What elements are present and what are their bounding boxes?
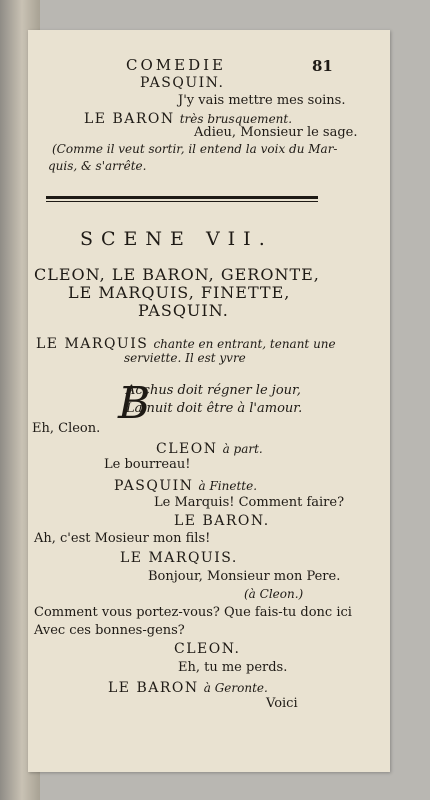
stage-direction: à part.	[222, 442, 263, 456]
dialogue-line: Adieu, Monsieur le sage.	[194, 125, 358, 140]
dialogue-line: J'y vais mettre mes soins.	[178, 93, 346, 108]
cast-list: PASQUIN.	[138, 301, 229, 320]
dialogue-line: Avec ces bonnes-gens?	[34, 623, 185, 638]
speaker-baron: LE BARON.	[174, 513, 270, 529]
speaker-marquis: LE MARQUIS	[36, 336, 149, 352]
running-head: COMEDIE	[126, 56, 226, 74]
song-line: Acchus doit régner le jour,	[126, 383, 301, 398]
speaker-cleon: CLEON	[156, 441, 218, 457]
speaker-baron: LE BARON	[108, 680, 199, 696]
scene-heading: SCENE VII.	[80, 228, 273, 250]
speaker-pasquin: PASQUIN.	[140, 75, 225, 91]
stage-direction: à Geronte.	[203, 681, 268, 695]
stage-direction: (à Cleon.)	[244, 587, 304, 601]
speaker-line	[108, 679, 268, 695]
dialogue-line: Le bourreau!	[104, 457, 191, 472]
stage-direction: (Comme il veut sortir, il entend la voix du Mar-	[52, 142, 338, 156]
speaker-line	[84, 110, 292, 126]
ornamental-rule	[46, 196, 318, 199]
dialogue-line: Eh, Cleon.	[32, 421, 101, 436]
dialogue-line: Comment vous portez-vous? Que fais-tu donc ici	[34, 605, 352, 620]
stage-direction: très brusquement.	[179, 112, 293, 126]
cast-list: CLEON, LE BARON, GERONTE,	[34, 265, 320, 284]
song-line: La nuit doit être à l'amour.	[126, 401, 303, 416]
page-number: 81	[312, 57, 333, 75]
dialogue-line: Eh, tu me perds.	[178, 660, 288, 675]
book-page	[28, 30, 390, 772]
stage-direction: serviette. Il est yvre	[124, 351, 246, 365]
speaker-cleon: CLEON.	[174, 641, 241, 657]
stage-direction: chante en entrant, tenant une	[153, 337, 336, 351]
dialogue-line: Le Marquis! Comment faire?	[154, 495, 345, 510]
speaker-line	[114, 477, 257, 493]
speaker-line	[36, 335, 336, 351]
dialogue-line: Bonjour, Monsieur mon Pere.	[148, 569, 341, 584]
speaker-baron: LE BARON	[84, 111, 175, 127]
ornamental-rule	[46, 201, 318, 202]
catchword: Voici	[266, 696, 298, 711]
drop-cap: B	[118, 378, 151, 429]
dialogue-line: Ah, c'est Mosieur mon fils!	[34, 531, 211, 546]
speaker-marquis: LE MARQUIS.	[120, 550, 238, 566]
speaker-pasquin: PASQUIN	[114, 478, 194, 494]
stage-direction: quis, & s'arrête.	[48, 159, 147, 173]
cast-list: LE MARQUIS, FINETTE,	[68, 283, 291, 302]
speaker-line	[156, 440, 263, 456]
stage-direction: à Finette.	[198, 479, 258, 493]
